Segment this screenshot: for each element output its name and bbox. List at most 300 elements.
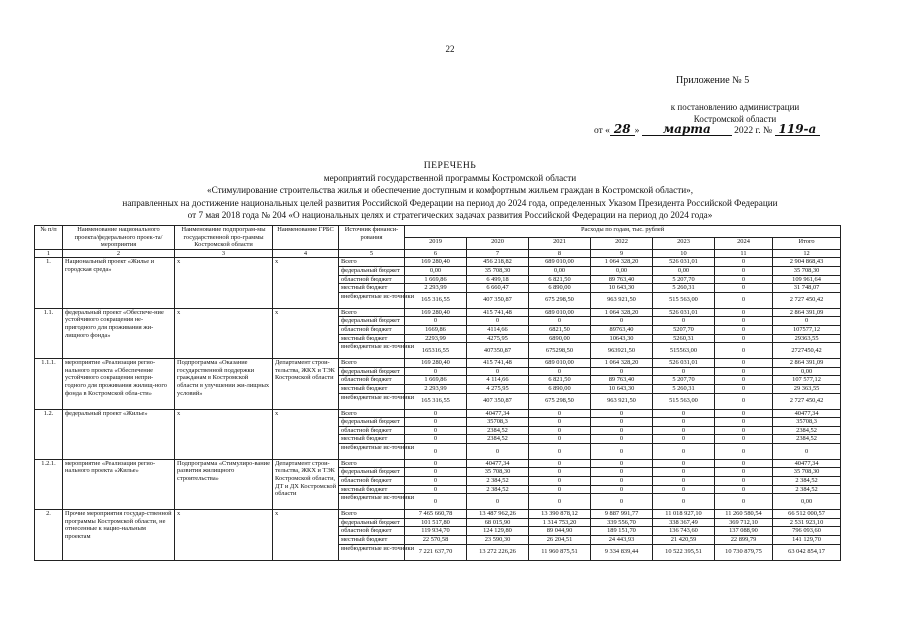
title-heading: ПЕРЕЧЕНЬ: [423, 160, 477, 171]
year-value-cell: 89 044,90: [529, 527, 591, 536]
total-value-cell: 35 708,30: [773, 468, 841, 477]
funding-source-cell: местный бюджет: [339, 284, 405, 293]
year-value-cell: 11 260 580,54: [715, 510, 773, 519]
decree-month-handwritten: марта: [642, 124, 732, 136]
year-value-cell: 0: [715, 359, 773, 368]
total-value-cell: 35708,3: [773, 418, 841, 427]
funding-source-cell: местный бюджет: [339, 384, 405, 393]
decree-year-text: 2022 г. №: [734, 126, 773, 136]
funding-source-cell: внебюджетные ис-точники: [339, 443, 405, 459]
funding-source-cell: областной бюджет: [339, 527, 405, 536]
year-value-cell: 5 207,70: [653, 376, 715, 385]
year-value-cell: 6 660,47: [467, 284, 529, 293]
year-value-cell: 0,00: [405, 266, 467, 275]
year-value-cell: 13 487 962,26: [467, 510, 529, 519]
total-value-cell: 2 727 450,42: [773, 292, 841, 308]
year-value-cell: 10 730 879,75: [715, 544, 773, 560]
column-number: 12: [773, 249, 841, 258]
year-value-cell: 6 499,18: [467, 275, 529, 284]
year-value-cell: 515563,00: [653, 343, 715, 359]
total-value-cell: 40477,34: [773, 459, 841, 468]
year-value-cell: 10 643,30: [591, 384, 653, 393]
year-value-cell: 0: [653, 317, 715, 326]
year-value-cell: 7 465 660,78: [405, 510, 467, 519]
year-value-cell: 0: [529, 367, 591, 376]
funding-source-cell: федеральный бюджет: [339, 418, 405, 427]
year-value-cell: 0: [529, 443, 591, 459]
total-value-cell: 2384,52: [773, 426, 841, 435]
header-row-1: [35, 226, 841, 238]
year-value-cell: 89 763,40: [591, 376, 653, 385]
year-value-cell: 0: [405, 418, 467, 427]
title-line-4: от 7 мая 2018 года № 204 «О национальных целях и стратегических задачах развития Российской Федерации на период до 2024 года»: [187, 209, 713, 220]
year-value-cell: 6890,00: [529, 334, 591, 343]
year-value-cell: 35708,3: [467, 418, 529, 427]
year-value-cell: 2 293,99: [405, 284, 467, 293]
year-value-cell: 526 031,01: [653, 258, 715, 267]
document-title: [0, 160, 900, 221]
total-value-cell: 29 363,55: [773, 384, 841, 393]
year-value-cell: 5260,31: [653, 334, 715, 343]
year-value-cell: 10 522 395,51: [653, 544, 715, 560]
row-grbs-cell: x: [273, 308, 339, 358]
year-value-cell: 0: [591, 477, 653, 486]
year-value-cell: 5207,70: [653, 325, 715, 334]
year-value-cell: 526 031,01: [653, 359, 715, 368]
row-name-cell: мероприятие «Реализация регио-нального проекта «Обеспечение устойчивого сокращения непри-годного для проживания жилищ-ного фонда в Костромской обла-сти»: [63, 359, 175, 409]
row-number-cell: 1.1.: [35, 308, 63, 358]
year-value-cell: 0,00: [529, 266, 591, 275]
year-value-cell: 415 741,48: [467, 308, 529, 317]
year-value-cell: 0: [715, 325, 773, 334]
total-value-cell: 63 042 854,17: [773, 544, 841, 560]
decree-line-1: к постановлению администрации: [670, 102, 800, 112]
year-value-cell: 963 921,50: [591, 393, 653, 409]
header-year: 2021: [529, 237, 591, 249]
year-value-cell: 13 272 226,26: [467, 544, 529, 560]
column-number: 8: [529, 249, 591, 258]
title-line-3: направленных на достижение национальных целей развития Российской Федерации на период до 2024 года, определенных Указом Президента Российской Федерации: [122, 197, 778, 208]
year-value-cell: 89763,40: [591, 325, 653, 334]
year-value-cell: 2 384,52: [467, 485, 529, 494]
year-value-cell: 124 129,80: [467, 527, 529, 536]
table-row: [35, 359, 841, 368]
year-value-cell: 407 350,87: [467, 292, 529, 308]
year-value-cell: 0: [715, 275, 773, 284]
year-value-cell: 0: [591, 468, 653, 477]
row-grbs-cell: x: [273, 258, 339, 308]
year-value-cell: 4114,66: [467, 325, 529, 334]
appendix-label: Приложение № 5: [676, 75, 750, 86]
total-value-cell: 109 961,64: [773, 275, 841, 284]
year-value-cell: 4275,95: [467, 334, 529, 343]
year-value-cell: 689 010,00: [529, 258, 591, 267]
funding-source-cell: внебюджетные ис-точники: [339, 494, 405, 510]
total-value-cell: 31 748,07: [773, 284, 841, 293]
year-value-cell: 0: [405, 317, 467, 326]
title-line-2: «Стимулирование строительства жилья и обеспечение доступным и комфортным жильем граждан в Костромской области»,: [206, 185, 694, 196]
header-num: № п/п: [35, 226, 63, 250]
funding-source-cell: федеральный бюджет: [339, 266, 405, 275]
total-value-cell: 2 531 923,10: [773, 518, 841, 527]
total-value-cell: 2 384,52: [773, 477, 841, 486]
row-subprogram-cell: x: [175, 308, 273, 358]
year-value-cell: 675 298,50: [529, 292, 591, 308]
row-name-cell: Прочие мероприятия государ-ственной программы Костромской области, не отнесенные к нацио-нальным проектам: [63, 510, 175, 560]
column-number: 3: [175, 249, 273, 258]
year-value-cell: 165 316,55: [405, 393, 467, 409]
row-grbs-cell: x: [273, 409, 339, 459]
total-value-cell: 35 708,30: [773, 266, 841, 275]
year-value-cell: 0: [653, 477, 715, 486]
year-value-cell: 4 275,95: [467, 384, 529, 393]
year-value-cell: 0: [591, 409, 653, 418]
year-value-cell: 369 712,10: [715, 518, 773, 527]
year-value-cell: 0: [653, 443, 715, 459]
year-value-cell: 0: [591, 494, 653, 510]
year-value-cell: 0: [529, 409, 591, 418]
year-value-cell: 2384,52: [467, 435, 529, 444]
column-number: 9: [591, 249, 653, 258]
year-value-cell: 89 763,40: [591, 275, 653, 284]
year-value-cell: 0: [653, 435, 715, 444]
year-value-cell: 0: [405, 468, 467, 477]
row-name-cell: мероприятие «Реализация регио-нального проекта «Жилье»: [63, 459, 175, 509]
row-grbs-cell: Департамент строи-тельства, ЖКХ и ТЭК Костромской области: [273, 359, 339, 409]
year-value-cell: 0: [653, 494, 715, 510]
column-number: 4: [273, 249, 339, 258]
year-value-cell: 35 708,30: [467, 266, 529, 275]
year-value-cell: 0: [715, 384, 773, 393]
funding-source-cell: областной бюджет: [339, 376, 405, 385]
row-subprogram-cell: Подпрограмма «Стимулиро-вание развития жилищного строительства»: [175, 459, 273, 509]
decree-line-2: Костромской области: [693, 114, 777, 124]
year-value-cell: 6 821,50: [529, 275, 591, 284]
year-value-cell: 0: [529, 485, 591, 494]
total-value-cell: 2 384,52: [773, 485, 841, 494]
year-value-cell: 0: [405, 459, 467, 468]
year-value-cell: 6 890,00: [529, 384, 591, 393]
header-grbs: Наименование ГРБС: [273, 226, 339, 250]
year-value-cell: 7 221 637,70: [405, 544, 467, 560]
year-value-cell: 189 151,70: [591, 527, 653, 536]
year-value-cell: 0: [405, 494, 467, 510]
year-value-cell: 0: [591, 435, 653, 444]
decree-date-mid: »: [634, 126, 640, 136]
year-value-cell: 0: [715, 443, 773, 459]
year-value-cell: 119 934,70: [405, 527, 467, 536]
column-number: 11: [715, 249, 773, 258]
header-year: 2024: [715, 237, 773, 249]
funding-source-cell: федеральный бюджет: [339, 367, 405, 376]
row-number-cell: 1.2.1.: [35, 459, 63, 509]
title-line-1: мероприятий государственной программы Костромской области: [323, 173, 577, 184]
year-value-cell: 2 384,52: [467, 477, 529, 486]
year-value-cell: 407350,87: [467, 343, 529, 359]
funding-source-cell: Всего: [339, 409, 405, 418]
row-number-cell: 1.: [35, 258, 63, 308]
funding-source-cell: областной бюджет: [339, 426, 405, 435]
year-value-cell: 9 334 839,44: [591, 544, 653, 560]
total-value-cell: 2384,52: [773, 435, 841, 444]
year-value-cell: 0: [591, 418, 653, 427]
table-row: [35, 308, 841, 317]
year-value-cell: 675298,50: [529, 343, 591, 359]
year-value-cell: 0: [715, 418, 773, 427]
year-value-cell: 0: [653, 367, 715, 376]
total-value-cell: 66 512 000,57: [773, 510, 841, 519]
row-subprogram-cell: Подпрограмма «Оказание государственной поддержки гражданам в Костромской области в улучшении жи-лищных условий»: [175, 359, 273, 409]
year-value-cell: 21 420,59: [653, 536, 715, 545]
year-value-cell: 0: [653, 409, 715, 418]
year-value-cell: 0: [529, 459, 591, 468]
year-value-cell: 11 960 875,51: [529, 544, 591, 560]
header-name: Наименование национального проекта/федерального проек-та/мероприятия: [63, 226, 175, 250]
funding-source-cell: местный бюджет: [339, 435, 405, 444]
year-value-cell: 1 064 328,20: [591, 258, 653, 267]
header-year: 2020: [467, 237, 529, 249]
year-value-cell: 0: [405, 485, 467, 494]
year-value-cell: 0: [529, 426, 591, 435]
year-value-cell: 6821,50: [529, 325, 591, 334]
year-value-cell: 0: [715, 477, 773, 486]
year-value-cell: 0: [653, 459, 715, 468]
total-value-cell: 0: [773, 317, 841, 326]
row-grbs-cell: x: [273, 510, 339, 560]
year-value-cell: 0: [715, 468, 773, 477]
total-value-cell: 2 904 868,43: [773, 258, 841, 267]
header-expenses: Расходы по годам, тыс. рублей: [405, 226, 841, 238]
year-value-cell: 0: [529, 468, 591, 477]
year-value-cell: 689 010,00: [529, 308, 591, 317]
funding-source-cell: федеральный бюджет: [339, 317, 405, 326]
year-value-cell: 5 260,31: [653, 384, 715, 393]
column-number: 6: [405, 249, 467, 258]
year-value-cell: 26 204,51: [529, 536, 591, 545]
column-number: 1: [35, 249, 63, 258]
year-value-cell: 689 010,00: [529, 359, 591, 368]
funding-source-cell: Всего: [339, 459, 405, 468]
year-value-cell: 169 280,40: [405, 308, 467, 317]
year-value-cell: 136 743,60: [653, 527, 715, 536]
column-number-row: [35, 249, 841, 258]
table-row: [35, 409, 841, 418]
decree-date: [594, 124, 820, 136]
year-value-cell: 169 280,40: [405, 258, 467, 267]
year-value-cell: 0: [467, 494, 529, 510]
year-value-cell: 137 088,90: [715, 527, 773, 536]
funding-source-cell: областной бюджет: [339, 325, 405, 334]
year-value-cell: 0: [467, 443, 529, 459]
year-value-cell: 5 207,70: [653, 275, 715, 284]
year-value-cell: 13 390 878,12: [529, 510, 591, 519]
year-value-cell: 0: [715, 343, 773, 359]
total-value-cell: 0: [773, 443, 841, 459]
funding-source-cell: местный бюджет: [339, 485, 405, 494]
year-value-cell: 0: [715, 426, 773, 435]
year-value-cell: 10 643,30: [591, 284, 653, 293]
year-value-cell: 0: [715, 258, 773, 267]
year-value-cell: 526 031,01: [653, 308, 715, 317]
year-value-cell: 2 293,99: [405, 384, 467, 393]
header-year: 2022: [591, 237, 653, 249]
row-subprogram-cell: x: [175, 510, 273, 560]
row-name-cell: федеральный проект «Обеспече-ние устойчивого сокращения не-пригодного для проживания жи-лищного фонда»: [63, 308, 175, 358]
year-value-cell: 2384,52: [467, 426, 529, 435]
year-value-cell: 0: [715, 317, 773, 326]
year-value-cell: 0: [715, 494, 773, 510]
row-number-cell: 1.2.: [35, 409, 63, 459]
year-value-cell: 0: [529, 435, 591, 444]
year-value-cell: 0: [591, 485, 653, 494]
table-row: [35, 510, 841, 519]
year-value-cell: 0: [467, 367, 529, 376]
funding-source-cell: внебюджетные ис-точники: [339, 393, 405, 409]
funding-source-cell: внебюджетные ис-точники: [339, 292, 405, 308]
row-grbs-cell: Департамент строи-тельства, ЖКХ и ТЭК Костромской области, ДТ и ДХ Костромской области: [273, 459, 339, 509]
year-value-cell: 0: [715, 367, 773, 376]
year-value-cell: 0: [715, 334, 773, 343]
year-value-cell: 515 563,00: [653, 292, 715, 308]
column-number: 2: [63, 249, 175, 258]
year-value-cell: 338 367,49: [653, 518, 715, 527]
year-value-cell: 0: [529, 418, 591, 427]
year-value-cell: 0: [529, 494, 591, 510]
year-value-cell: 24 443,93: [591, 536, 653, 545]
year-value-cell: 0: [715, 266, 773, 275]
year-value-cell: 963 921,50: [591, 292, 653, 308]
row-number-cell: 2.: [35, 510, 63, 560]
funding-source-cell: областной бюджет: [339, 477, 405, 486]
year-value-cell: 1 314 753,20: [529, 518, 591, 527]
funding-source-cell: Всего: [339, 359, 405, 368]
year-value-cell: 675 298,50: [529, 393, 591, 409]
year-value-cell: 2293,99: [405, 334, 467, 343]
year-value-cell: 0: [405, 443, 467, 459]
year-value-cell: 0: [529, 477, 591, 486]
year-value-cell: 22 570,58: [405, 536, 467, 545]
funding-source-cell: внебюджетные ис-точники: [339, 544, 405, 560]
total-value-cell: 2727450,42: [773, 343, 841, 359]
year-value-cell: 4 114,66: [467, 376, 529, 385]
year-value-cell: 0: [591, 459, 653, 468]
year-value-cell: 165316,55: [405, 343, 467, 359]
year-value-cell: 0: [591, 317, 653, 326]
year-value-cell: 9 887 991,77: [591, 510, 653, 519]
year-value-cell: 40477,34: [467, 409, 529, 418]
year-value-cell: 0: [715, 292, 773, 308]
year-value-cell: 0: [715, 435, 773, 444]
row-number-cell: 1.1.1.: [35, 359, 63, 409]
year-value-cell: 0: [653, 485, 715, 494]
total-value-cell: 2 864 391,09: [773, 308, 841, 317]
year-value-cell: 0: [467, 317, 529, 326]
funding-source-cell: федеральный бюджет: [339, 468, 405, 477]
year-value-cell: 6 821,50: [529, 376, 591, 385]
year-value-cell: 515 563,00: [653, 393, 715, 409]
funding-source-cell: Всего: [339, 258, 405, 267]
year-value-cell: 1 064 328,20: [591, 308, 653, 317]
funding-source-cell: местный бюджет: [339, 334, 405, 343]
header-year: 2023: [653, 237, 715, 249]
year-value-cell: 0: [529, 317, 591, 326]
year-value-cell: 0: [653, 468, 715, 477]
year-value-cell: 0: [405, 367, 467, 376]
header-year: 2019: [405, 237, 467, 249]
year-value-cell: 0: [405, 477, 467, 486]
year-value-cell: 23 590,30: [467, 536, 529, 545]
column-number: 5: [339, 249, 405, 258]
year-value-cell: 0: [591, 443, 653, 459]
year-value-cell: 0: [715, 485, 773, 494]
funding-source-cell: федеральный бюджет: [339, 518, 405, 527]
year-value-cell: 1 064 328,20: [591, 359, 653, 368]
financing-table: [34, 225, 841, 561]
year-value-cell: 963921,50: [591, 343, 653, 359]
year-value-cell: 11 018 927,10: [653, 510, 715, 519]
funding-source-cell: областной бюджет: [339, 275, 405, 284]
row-subprogram-cell: x: [175, 409, 273, 459]
year-value-cell: 35 708,30: [467, 468, 529, 477]
total-value-cell: 107577,12: [773, 325, 841, 334]
year-value-cell: 6 890,00: [529, 284, 591, 293]
year-value-cell: 1669,86: [405, 325, 467, 334]
year-value-cell: 68 015,90: [467, 518, 529, 527]
page-number: 22: [445, 44, 455, 54]
funding-source-cell: местный бюджет: [339, 536, 405, 545]
total-value-cell: 0,00: [773, 367, 841, 376]
row-subprogram-cell: x: [175, 258, 273, 308]
year-value-cell: 0: [591, 426, 653, 435]
year-value-cell: 407 350,87: [467, 393, 529, 409]
total-value-cell: 2 864 391,09: [773, 359, 841, 368]
table-body: [35, 226, 841, 561]
year-value-cell: 22 899,79: [715, 536, 773, 545]
year-value-cell: 0: [715, 284, 773, 293]
total-value-cell: 141 129,70: [773, 536, 841, 545]
funding-source-cell: Всего: [339, 510, 405, 519]
year-value-cell: 40477,34: [467, 459, 529, 468]
funding-source-cell: Всего: [339, 308, 405, 317]
decree-day-handwritten: 28: [610, 124, 635, 136]
column-number: 10: [653, 249, 715, 258]
column-number: 7: [467, 249, 529, 258]
total-value-cell: 107 577,12: [773, 376, 841, 385]
year-value-cell: 0: [715, 308, 773, 317]
funding-source-cell: внебюджетные ис-точники: [339, 343, 405, 359]
total-value-cell: 40477,34: [773, 409, 841, 418]
year-value-cell: 0: [715, 409, 773, 418]
table-row: [35, 459, 841, 468]
total-value-cell: 0,00: [773, 494, 841, 510]
year-value-cell: 0,00: [591, 266, 653, 275]
header-total: Итого: [773, 237, 841, 249]
year-value-cell: 169 280,40: [405, 359, 467, 368]
year-value-cell: 0: [653, 426, 715, 435]
year-value-cell: 165 316,55: [405, 292, 467, 308]
header-subprogram: Наименование подпрограм-мы государственной про-граммы Костромской области: [175, 226, 273, 250]
year-value-cell: 0: [591, 367, 653, 376]
row-name-cell: федеральный проект «Жилье»: [63, 409, 175, 459]
year-value-cell: 1 669,86: [405, 275, 467, 284]
year-value-cell: 0,00: [653, 266, 715, 275]
year-value-cell: 5 260,31: [653, 284, 715, 293]
year-value-cell: 0: [405, 435, 467, 444]
row-name-cell: Национальный проект «Жилье и городская среда»: [63, 258, 175, 308]
year-value-cell: 456 218,82: [467, 258, 529, 267]
table-row: [35, 258, 841, 267]
total-value-cell: 796 093,60: [773, 527, 841, 536]
